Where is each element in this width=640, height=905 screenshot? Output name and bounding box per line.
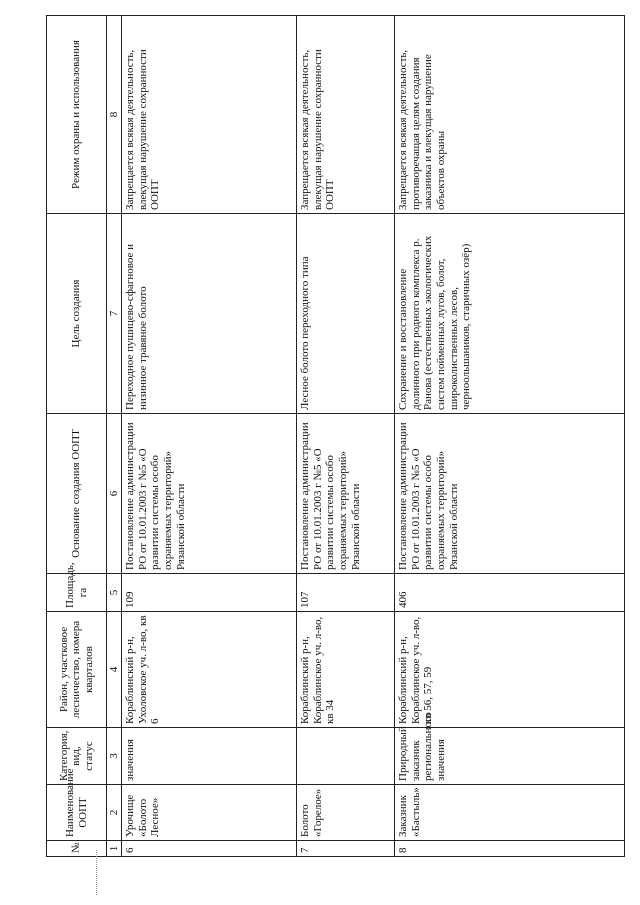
column-number: 5 (107, 574, 122, 612)
row-district: Кораблинский р-н, Кораблинское уч. л-во, кв 56, 57, 59 (395, 612, 625, 728)
row-basis: Постановление администрации РО от 10.01.2003 г №5 «О развитии системы особо охраняемых территорий» Рязанской области (297, 414, 395, 574)
column-number: 2 (107, 785, 122, 841)
header-cell-regime: Режим охраны и использования (47, 16, 107, 214)
column-number: 7 (107, 214, 122, 414)
table-row (297, 16, 395, 857)
row-regime: Запрещается всякая деятельность, влекущая нарушение сохранности ООПТ (122, 16, 297, 214)
row-area: 109 (122, 574, 297, 612)
row-name: Болото «Горелое» (297, 785, 395, 841)
row-district: Кораблинский р-н, Ухоловское уч. л-во, кв 6 (122, 612, 297, 728)
row-purpose: Лесное болото переходного типа (297, 214, 395, 414)
column-number: 4 (107, 612, 122, 728)
table-row (122, 16, 297, 857)
row-category: значения (122, 728, 297, 785)
header-cell-category: Категория, вид, статус (47, 728, 107, 785)
column-number: 3 (107, 728, 122, 785)
row-name: Заказник «Бастыль» (395, 785, 625, 841)
row-basis: Постановление администрации РО от 10.01.2003 г №5 «О развитии системы особо охраняемых территорий» Рязанской области (395, 414, 625, 574)
header-cell-num: № (47, 841, 107, 857)
header-cell-purpose: Цель создания (47, 214, 107, 414)
header-row (47, 16, 107, 857)
row-num: 6 (122, 841, 297, 857)
row-purpose: Сохранение и восстановление долинного при родного комплекса р. Ранова (естественных экологических систем пойменных лугов, болот, широколиственных лесов, черноольшаников, старичных озёр) (395, 214, 625, 414)
oopt-table (46, 15, 625, 857)
column-number: 8 (107, 16, 122, 214)
column-number: 1 (107, 841, 122, 857)
header-cell-area: Площадь, га (47, 574, 107, 612)
row-area: 107 (297, 574, 395, 612)
header-cell-district: Район, участковое лесничество, номера кварталов (47, 612, 107, 728)
row-district: Кораблинский р-н, Кораблинское уч. л-во, кв 34 (297, 612, 395, 728)
header-cell-name: Наименование ООПТ (47, 785, 107, 841)
row-name: Урочище «Болото Лесное» (122, 785, 297, 841)
row-purpose: Переходное пушицево-сфагновое и низинное травяное болото (122, 214, 297, 414)
column-number: 6 (107, 414, 122, 574)
column-numbers-row (107, 16, 122, 857)
scan-dotted-line (96, 850, 97, 895)
rotated-page (46, 16, 625, 857)
row-regime: Запрещается всякая деятельность, влекущая нарушение сохранности ООПТ (297, 16, 395, 214)
header-cell-basis: Основание создания ООПТ (47, 414, 107, 574)
row-basis: Постановление администрации РО от 10.01.2003 г №5 «О развитии системы особо охраняемых территорий» Рязанской области (122, 414, 297, 574)
row-category: Природный заказник регионального значения (395, 728, 625, 785)
table-row (395, 16, 625, 857)
row-regime: Запрещается всякая деятельность, противоречащая целям создания заказника и влекущая нарушение объектов охраны (395, 16, 625, 214)
row-category (297, 728, 395, 785)
row-area: 406 (395, 574, 625, 612)
row-num: 7 (297, 841, 395, 857)
row-num: 8 (395, 841, 625, 857)
